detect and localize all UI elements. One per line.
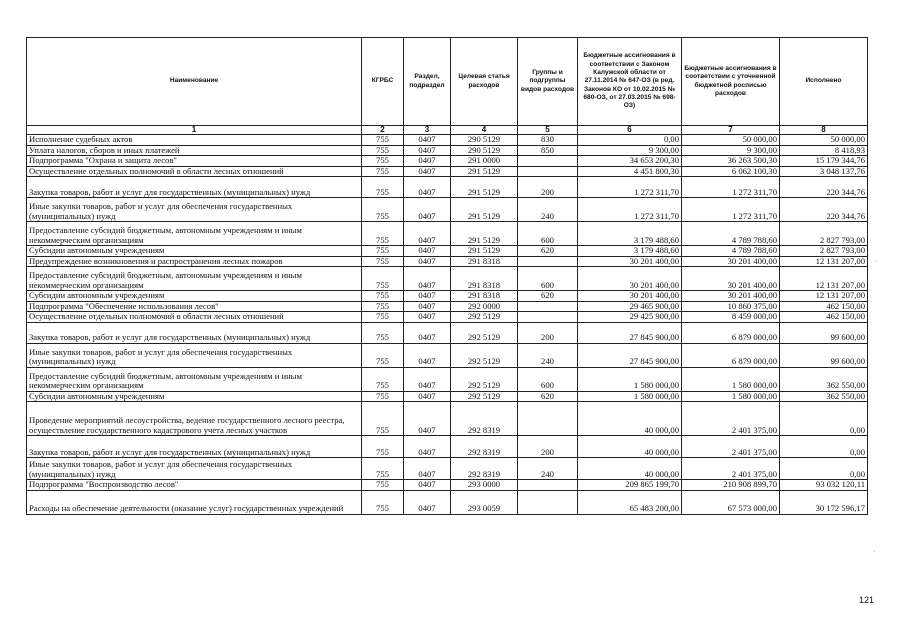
row-name: Закупка товаров, работ и услуг для государственных (муниципальных) нужд bbox=[27, 436, 362, 458]
row-group: 200 bbox=[518, 436, 578, 458]
row-group: 600 bbox=[518, 367, 578, 391]
row-kgrbs: 755 bbox=[362, 135, 404, 146]
row-executed-amount: 220 344,76 bbox=[780, 198, 868, 222]
row-target: 290 5129 bbox=[451, 145, 518, 156]
table-row bbox=[27, 256, 868, 267]
row-executed-amount: 50 000,00 bbox=[780, 135, 868, 146]
row-group bbox=[518, 166, 578, 177]
row-budget-amount: 30 201 400,00 bbox=[682, 267, 780, 291]
row-section: 0407 bbox=[404, 267, 451, 291]
row-section: 0407 bbox=[404, 391, 451, 402]
row-section: 0407 bbox=[404, 367, 451, 391]
row-law-amount: 27 845 900,00 bbox=[578, 343, 682, 367]
row-kgrbs: 755 bbox=[362, 436, 404, 458]
row-group bbox=[518, 256, 578, 267]
row-kgrbs: 755 bbox=[362, 156, 404, 167]
row-budget-amount: 1 272 311,70 bbox=[682, 198, 780, 222]
row-target: 291 5129 bbox=[451, 246, 518, 257]
row-name: Субсидии автономным учреждениям bbox=[27, 246, 362, 257]
row-name: Иные закупки товаров, работ и услуг для обеспечения государственных (муниципальных) нужд bbox=[27, 458, 362, 480]
row-name: Подпрограмма "Охрана и защита лесов" bbox=[27, 156, 362, 167]
row-kgrbs: 755 bbox=[362, 291, 404, 302]
row-law-amount: 9 300,00 bbox=[578, 145, 682, 156]
table-row bbox=[27, 135, 868, 146]
row-section: 0407 bbox=[404, 490, 451, 514]
row-name: Иные закупки товаров, работ и услуг для обеспечения государственных (муниципальных) нужд bbox=[27, 198, 362, 222]
row-budget-amount: 6 062 100,30 bbox=[682, 166, 780, 177]
row-group bbox=[518, 312, 578, 323]
row-target: 291 8318 bbox=[451, 291, 518, 302]
row-name: Субсидии автономным учреждениям bbox=[27, 391, 362, 402]
row-target: 292 5129 bbox=[451, 343, 518, 367]
row-kgrbs: 755 bbox=[362, 145, 404, 156]
row-target: 292 5129 bbox=[451, 322, 518, 343]
row-target: 292 8319 bbox=[451, 402, 518, 436]
row-executed-amount: 362 550,00 bbox=[780, 391, 868, 402]
row-section: 0407 bbox=[404, 312, 451, 323]
row-section: 0407 bbox=[404, 222, 451, 246]
row-name: Осуществление отдельных полномочий в области лесных отношений bbox=[27, 312, 362, 323]
table-row bbox=[27, 458, 868, 480]
row-executed-amount: 12 131 207,00 bbox=[780, 256, 868, 267]
column-number: 3 bbox=[404, 126, 451, 135]
row-law-amount: 30 201 400,00 bbox=[578, 291, 682, 302]
row-kgrbs: 755 bbox=[362, 222, 404, 246]
row-law-amount: 65 483 200,00 bbox=[578, 490, 682, 514]
table-row bbox=[27, 480, 868, 491]
page-number: 121 bbox=[859, 595, 875, 605]
row-kgrbs: 755 bbox=[362, 198, 404, 222]
header-kgrbs: КГРБС bbox=[362, 38, 404, 126]
row-name: Расходы на обеспечение деятельности (оказание услуг) государственных учреждений bbox=[27, 490, 362, 514]
row-law-amount: 3 179 488,60 bbox=[578, 222, 682, 246]
row-budget-amount: 30 201 400,00 bbox=[682, 256, 780, 267]
column-number: 2 bbox=[362, 126, 404, 135]
row-budget-amount: 4 789 788,60 bbox=[682, 222, 780, 246]
scan-speck: · bbox=[875, 258, 878, 265]
column-number: 5 bbox=[518, 126, 578, 135]
row-budget-amount: 67 573 000,00 bbox=[682, 490, 780, 514]
table-row bbox=[27, 291, 868, 302]
table-row bbox=[27, 343, 868, 367]
table-row bbox=[27, 145, 868, 156]
row-executed-amount: 12 131 207,00 bbox=[780, 267, 868, 291]
row-section: 0407 bbox=[404, 436, 451, 458]
table-row bbox=[27, 177, 868, 198]
row-section: 0407 bbox=[404, 156, 451, 167]
row-name: Закупка товаров, работ и услуг для государственных (муниципальных) нужд bbox=[27, 322, 362, 343]
row-name: Субсидии автономным учреждениям bbox=[27, 291, 362, 302]
row-law-amount: 29 425 900,00 bbox=[578, 312, 682, 323]
table-row bbox=[27, 367, 868, 391]
table-row bbox=[27, 312, 868, 323]
row-budget-amount: 1 580 000,00 bbox=[682, 367, 780, 391]
row-section: 0407 bbox=[404, 135, 451, 146]
row-group: 620 bbox=[518, 246, 578, 257]
row-executed-amount: 30 172 596,17 bbox=[780, 490, 868, 514]
row-budget-amount: 4 789 788,60 bbox=[682, 246, 780, 257]
row-name: Предупреждение возникновения и распространения лесных пожаров bbox=[27, 256, 362, 267]
row-law-amount: 1 272 311,70 bbox=[578, 177, 682, 198]
row-section: 0407 bbox=[404, 145, 451, 156]
row-kgrbs: 755 bbox=[362, 402, 404, 436]
row-group: 200 bbox=[518, 177, 578, 198]
table-row bbox=[27, 222, 868, 246]
row-executed-amount: 99 600,00 bbox=[780, 343, 868, 367]
row-group: 240 bbox=[518, 458, 578, 480]
column-number: 6 bbox=[578, 126, 682, 135]
row-section: 0407 bbox=[404, 166, 451, 177]
row-budget-amount: 50 000,00 bbox=[682, 135, 780, 146]
row-budget-amount: 2 401 375,00 bbox=[682, 402, 780, 436]
row-section: 0407 bbox=[404, 458, 451, 480]
row-target: 292 5129 bbox=[451, 391, 518, 402]
row-budget-amount: 1 272 311,70 bbox=[682, 177, 780, 198]
table-body bbox=[27, 126, 868, 515]
row-executed-amount: 220 344,76 bbox=[780, 177, 868, 198]
row-budget-amount: 2 401 375,00 bbox=[682, 458, 780, 480]
row-executed-amount: 2 827 793,00 bbox=[780, 246, 868, 257]
header-groups: Группы и подгруппы видов расходов bbox=[518, 38, 578, 126]
budget-table bbox=[26, 37, 868, 515]
row-section: 0407 bbox=[404, 322, 451, 343]
row-kgrbs: 755 bbox=[362, 267, 404, 291]
row-name: Закупка товаров, работ и услуг для государственных (муниципальных) нужд bbox=[27, 177, 362, 198]
table-row bbox=[27, 391, 868, 402]
table-header-row bbox=[27, 38, 868, 126]
row-group: 600 bbox=[518, 222, 578, 246]
row-law-amount: 1 580 000,00 bbox=[578, 367, 682, 391]
row-kgrbs: 755 bbox=[362, 256, 404, 267]
column-number: 7 bbox=[682, 126, 780, 135]
row-name: Подпрограмма "Воспроизводство лесов" bbox=[27, 480, 362, 491]
row-executed-amount: 462 150,00 bbox=[780, 312, 868, 323]
row-budget-amount: 30 201 400,00 bbox=[682, 291, 780, 302]
row-kgrbs: 755 bbox=[362, 246, 404, 257]
row-section: 0407 bbox=[404, 402, 451, 436]
row-executed-amount: 15 179 344,76 bbox=[780, 156, 868, 167]
row-group: 850 bbox=[518, 145, 578, 156]
row-target: 291 8318 bbox=[451, 256, 518, 267]
row-name: Исполнение судебных актов bbox=[27, 135, 362, 146]
row-executed-amount: 12 131 207,00 bbox=[780, 291, 868, 302]
row-group bbox=[518, 402, 578, 436]
header-name: Наименование bbox=[27, 38, 362, 126]
row-budget-amount: 9 300,00 bbox=[682, 145, 780, 156]
row-law-amount: 30 201 400,00 bbox=[578, 256, 682, 267]
row-law-amount: 27 845 900,00 bbox=[578, 322, 682, 343]
row-executed-amount: 2 827 793,00 bbox=[780, 222, 868, 246]
row-group bbox=[518, 156, 578, 167]
row-kgrbs: 755 bbox=[362, 490, 404, 514]
row-kgrbs: 755 bbox=[362, 322, 404, 343]
table-row bbox=[27, 301, 868, 312]
row-name: Предоставление субсидий бюджетным, автономным учреждениям и иным некоммерческим организациям bbox=[27, 222, 362, 246]
row-budget-amount: 6 879 000,00 bbox=[682, 343, 780, 367]
row-law-amount: 209 865 199,70 bbox=[578, 480, 682, 491]
row-law-amount: 29 465 900,00 bbox=[578, 301, 682, 312]
row-budget-amount: 2 401 375,00 bbox=[682, 436, 780, 458]
row-group bbox=[518, 480, 578, 491]
row-section: 0407 bbox=[404, 301, 451, 312]
row-executed-amount: 0,00 bbox=[780, 402, 868, 436]
row-kgrbs: 755 bbox=[362, 391, 404, 402]
row-law-amount: 1 272 311,70 bbox=[578, 198, 682, 222]
row-section: 0407 bbox=[404, 177, 451, 198]
row-kgrbs: 755 bbox=[362, 312, 404, 323]
scan-speck: · bbox=[873, 548, 876, 555]
row-executed-amount: 93 032 120,11 bbox=[780, 480, 868, 491]
row-budget-amount: 6 879 000,00 bbox=[682, 322, 780, 343]
row-group: 200 bbox=[518, 322, 578, 343]
row-name: Предоставление субсидий бюджетным, автономным учреждениям и иным некоммерческим организациям bbox=[27, 367, 362, 391]
table-row bbox=[27, 490, 868, 514]
row-target: 291 5129 bbox=[451, 222, 518, 246]
row-kgrbs: 755 bbox=[362, 458, 404, 480]
row-law-amount: 40 000,00 bbox=[578, 458, 682, 480]
table-row bbox=[27, 402, 868, 436]
row-kgrbs: 755 bbox=[362, 177, 404, 198]
table-row bbox=[27, 156, 868, 167]
row-section: 0407 bbox=[404, 246, 451, 257]
row-name: Подпрограмма "Обеспечение использования лесов" bbox=[27, 301, 362, 312]
row-target: 292 8319 bbox=[451, 458, 518, 480]
row-target: 292 0000 bbox=[451, 301, 518, 312]
row-name: Осуществление отдельных полномочий в области лесных отношений bbox=[27, 166, 362, 177]
row-kgrbs: 755 bbox=[362, 166, 404, 177]
table-row bbox=[27, 198, 868, 222]
row-section: 0407 bbox=[404, 256, 451, 267]
row-executed-amount: 0,00 bbox=[780, 436, 868, 458]
row-target: 292 5129 bbox=[451, 312, 518, 323]
row-kgrbs: 755 bbox=[362, 301, 404, 312]
header-target: Целевая статья расходов bbox=[451, 38, 518, 126]
row-target: 290 5129 bbox=[451, 135, 518, 146]
row-law-amount: 30 201 400,00 bbox=[578, 267, 682, 291]
table-row bbox=[27, 436, 868, 458]
row-target: 291 8318 bbox=[451, 267, 518, 291]
column-number-row bbox=[27, 126, 868, 135]
row-executed-amount: 362 550,00 bbox=[780, 367, 868, 391]
row-target: 291 0000 bbox=[451, 156, 518, 167]
row-budget-amount: 8 459 000,00 bbox=[682, 312, 780, 323]
row-group bbox=[518, 490, 578, 514]
table-row bbox=[27, 322, 868, 343]
row-group: 620 bbox=[518, 391, 578, 402]
row-group: 830 bbox=[518, 135, 578, 146]
header-law-allocations: Бюджетные ассигнования в соответствии с Законом Калужской области от 27.11.2014 № 647-ОЗ (в ред. Законов КО от 10.02.2015 № 680-ОЗ, от 27.03.2015 № 698-ОЗ) bbox=[578, 38, 682, 126]
row-law-amount: 34 653 200,30 bbox=[578, 156, 682, 167]
column-number: 4 bbox=[451, 126, 518, 135]
row-law-amount: 1 580 000,00 bbox=[578, 391, 682, 402]
column-number: 1 bbox=[27, 126, 362, 135]
row-group: 620 bbox=[518, 291, 578, 302]
row-budget-amount: 210 908 899,70 bbox=[682, 480, 780, 491]
row-target: 291 5129 bbox=[451, 177, 518, 198]
row-kgrbs: 755 bbox=[362, 343, 404, 367]
row-section: 0407 bbox=[404, 291, 451, 302]
row-name: Уплата налогов, сборов и иных платежей bbox=[27, 145, 362, 156]
row-law-amount: 40 000,00 bbox=[578, 436, 682, 458]
row-target: 291 5129 bbox=[451, 166, 518, 177]
row-executed-amount: 3 048 137,76 bbox=[780, 166, 868, 177]
row-kgrbs: 755 bbox=[362, 480, 404, 491]
row-law-amount: 4 451 800,30 bbox=[578, 166, 682, 177]
row-target: 291 5129 bbox=[451, 198, 518, 222]
row-budget-amount: 36 263 500,30 bbox=[682, 156, 780, 167]
row-target: 293 0059 bbox=[451, 490, 518, 514]
header-section: Раздел, подраздел bbox=[404, 38, 451, 126]
row-name: Проведение мероприятий лесоустройства, ведение государственного лесного реестра, осуществление государственного кадастрового учета лесных участков bbox=[27, 402, 362, 436]
table-row bbox=[27, 166, 868, 177]
row-group: 240 bbox=[518, 198, 578, 222]
row-kgrbs: 755 bbox=[362, 367, 404, 391]
row-target: 292 5129 bbox=[451, 367, 518, 391]
row-target: 292 8319 bbox=[451, 436, 518, 458]
table-row bbox=[27, 267, 868, 291]
row-executed-amount: 99 600,00 bbox=[780, 322, 868, 343]
header-budget-allocations: Бюджетные ассигнования в соответствии с уточненной бюджетной росписью расходов bbox=[682, 38, 780, 126]
row-section: 0407 bbox=[404, 480, 451, 491]
row-executed-amount: 462 150,00 bbox=[780, 301, 868, 312]
header-executed: Исполнено bbox=[780, 38, 868, 126]
row-target: 293 0000 bbox=[451, 480, 518, 491]
row-law-amount: 0,00 bbox=[578, 135, 682, 146]
row-law-amount: 3 179 488,60 bbox=[578, 246, 682, 257]
row-section: 0407 bbox=[404, 343, 451, 367]
row-group bbox=[518, 301, 578, 312]
row-budget-amount: 1 580 000,00 bbox=[682, 391, 780, 402]
table-row bbox=[27, 246, 868, 257]
row-group: 600 bbox=[518, 267, 578, 291]
row-section: 0407 bbox=[404, 198, 451, 222]
row-name: Предоставление субсидий бюджетным, автономным учреждениям и иным некоммерческим организациям bbox=[27, 267, 362, 291]
row-group: 240 bbox=[518, 343, 578, 367]
row-executed-amount: 0,00 bbox=[780, 458, 868, 480]
row-budget-amount: 10 860 375,00 bbox=[682, 301, 780, 312]
row-law-amount: 40 000,00 bbox=[578, 402, 682, 436]
budget-report-sheet bbox=[26, 37, 867, 515]
row-executed-amount: 8 418,93 bbox=[780, 145, 868, 156]
row-name: Иные закупки товаров, работ и услуг для обеспечения государственных (муниципальных) нужд bbox=[27, 343, 362, 367]
column-number: 8 bbox=[780, 126, 868, 135]
